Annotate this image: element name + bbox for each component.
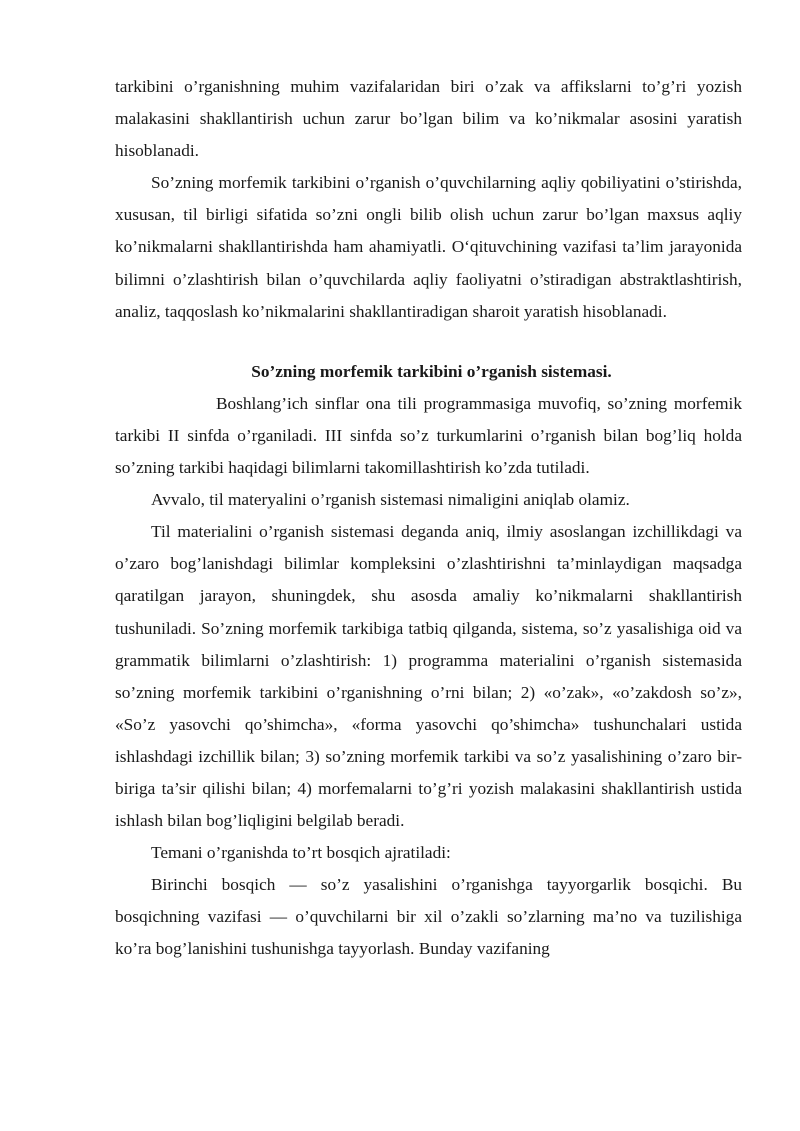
paragraph-four-stages: Temani o’rganishda to’rt bosqich ajratiladi:	[151, 843, 451, 863]
paragraph-continuation: tarkibini o’rganishning muhim vazifalaridan biri o’zak va affikslarni to’g’ri yozish malakasini shakllantirish uchun zarur bo’lgan bilim va ko’nikmalar asosini yaratish hisoblanadi.	[115, 77, 742, 161]
paragraph-curriculum: Boshlang’ich sinflar ona tili programmasiga muvofiq, so’zning morfemik tarkibi II sinfda o’rganiladi. III sinfda so’z turkumlarini o’rganish bilan bog’liq holda so’zning tarkibi haqidagi bilimlarni takomillashtirish ko’zda tutiladi.	[115, 393, 742, 478]
paragraph-system-definition: Til materialini o’rganish sistemasi deganda aniq, ilmiy asoslangan izchillikdagi va o’zaro bog’lanishdagi bilimlar kompleksini o’zlashtirishni ta’minlaydigan maqsadga qaratilgan jarayon, shuningdek, shu asosda amaliy ko’nikmalarni shakllantirish tushuniladi. So’zning morfemik tarkibiga tatbiq qilganda, sistema, so’z yasalishiga oid va grammatik bilimlarni o’zlashtirish: 1) programma materialini o’rganish sistemasida so’zning morfemik tarkibini o’rganishning o’rni bilan; 2) «o’zak», «o’zakdosh so’z», «So’z yasovchi qo’shimcha», «forma yasovchi qo’shimcha» tushunchalari ustida ishlashdagi izchillik bilan; 3) so’zning morfemik tarkibi va so’z yasalishining o’zaro bir-biriga ta’sir qilishi bilan; 4) morfemalarni to’g’ri yozish malakasini shakllantirish ustida ishlash bilan bog’liqligini belgilab beradi.	[115, 522, 742, 831]
paragraph-first-stage: Birinchi bosqich — so’z yasalishini o’rganishga tayyorgarlik bosqichi. Bu bosqichning vazifasi — o’quvchilarni bir xil o’zakli so’zlarning ma’no va tuzilishiga ko’ra bog’lanishini tushunishga tayyorlash. Bunday vazifaning	[115, 875, 742, 959]
paragraph-first-define: Avvalo, til materyalini o’rganish sistemasi nimaligini aniqlab olamiz.	[151, 490, 630, 510]
paragraph-morphemic-importance: So’zning morfemik tarkibini o’rganish o’quvchilarning aqliy qobiliyatini o’stirishda, xususan, til birligi sifatida so’zni ongli bilib olish uchun zarur bo’lgan maxsus aqliy ko’nikmalarni shakllantirishda ham ahamiyatli. O‘qituvchining vazifasi ta’lim jarayonida bilimni o’zlashtirish bilan o’quvchilarda aqliy faoliyatni o’stiradigan abstraktlashtirish, analiz, taqqoslash ko’nikmalarini shakllantiradigan sharoit yaratish hisoblanadi.	[115, 173, 742, 321]
document-body	[115, 71, 742, 966]
section-heading: So’zning morfemik tarkibini o’rganish sistemasi.	[251, 361, 612, 381]
